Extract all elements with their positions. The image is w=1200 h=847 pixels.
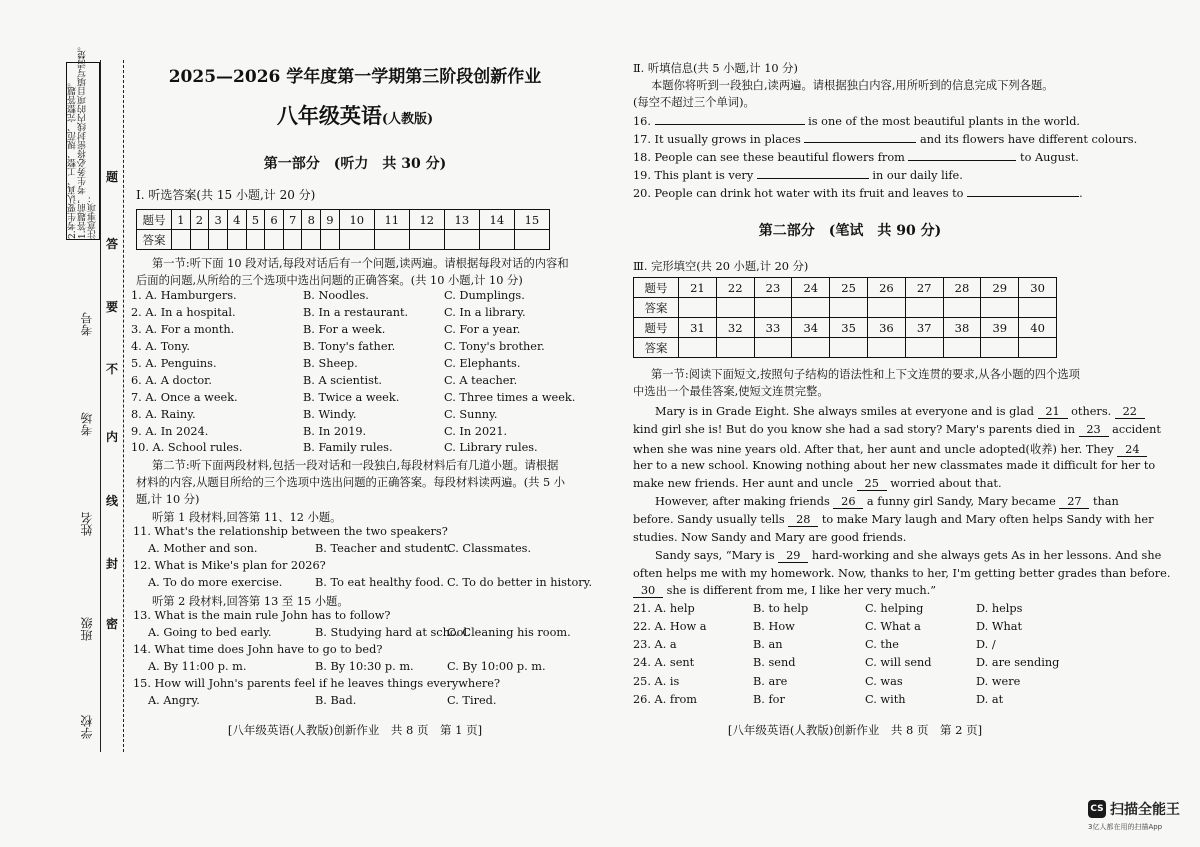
table-cell: 6 <box>265 210 284 230</box>
option-b[interactable]: B. Tony's father. <box>303 340 396 353</box>
notice-line: 2.考生要认真、工整、规范、完整答题。 <box>68 77 78 239</box>
table-row <box>634 278 1057 298</box>
question-13: 13. What is the main rule John has to follow? <box>133 609 391 622</box>
question-12: 12. What is Mike's plan for 2026? <box>133 559 326 572</box>
passage-text: a funny girl Sandy, Mary became <box>863 495 1060 508</box>
answer-cell[interactable] <box>716 298 754 318</box>
answer-cell[interactable] <box>867 338 905 358</box>
passage-text: before. Sandy usually tells <box>633 513 789 526</box>
answer-cell[interactable] <box>479 230 514 250</box>
table-cell: 35 <box>830 318 868 338</box>
seal-line <box>123 60 124 752</box>
table-cell: 7 <box>283 210 302 230</box>
answer-cell[interactable] <box>792 298 830 318</box>
answer-cell[interactable] <box>830 298 868 318</box>
answer-cell[interactable] <box>1019 338 1057 358</box>
answer-cell[interactable] <box>209 230 228 250</box>
table-cell: 21 <box>679 278 717 298</box>
table-cell: 15 <box>514 210 549 230</box>
option-a[interactable]: 1. A. Hamburgers. <box>131 289 237 302</box>
fill-20 <box>633 187 1083 200</box>
section1-heading: Ⅰ. 听选答案(共 15 小题,计 20 分) <box>136 188 316 202</box>
table-label: 答案 <box>634 298 679 318</box>
question-11: 11. What's the relationship between the two speakers? <box>133 525 448 538</box>
cloze-blank[interactable]: 25 <box>857 477 887 491</box>
passage-text: her to a new school. Knowing nothing about her new classmates made it difficult for her to <box>633 459 1156 472</box>
section2-instruction <box>633 77 1054 111</box>
section3-heading: Ⅲ. 完形填空(共 20 小题,计 20 分) <box>633 260 809 273</box>
table-cell: 40 <box>1019 318 1057 338</box>
fill-17 <box>633 133 1137 146</box>
option-c[interactable]: C. was <box>865 675 903 688</box>
option-a[interactable]: 23. A. a <box>633 638 677 651</box>
subject-title <box>130 100 580 130</box>
passage-text: to make Mary laugh and Mary often helps Sandy with her <box>818 513 1154 526</box>
table-label: 题号 <box>634 318 679 338</box>
table-cell: 36 <box>867 318 905 338</box>
option-d[interactable]: D. What <box>976 620 1022 633</box>
passage-line <box>633 477 1002 491</box>
option-a[interactable]: 25. A. is <box>633 675 680 688</box>
option-c[interactable]: C. helping <box>865 602 924 615</box>
answer-cell[interactable] <box>444 230 479 250</box>
table-cell: 3 <box>209 210 228 230</box>
field-exam-number: 考号 <box>80 312 94 336</box>
passage-text: kind girl she is! But do you know she had a sad story? Mary's parents died in <box>633 423 1079 436</box>
cloze-blank[interactable]: 29 <box>778 549 808 563</box>
option-a[interactable]: 3. A. For a month. <box>131 323 235 336</box>
option-b[interactable]: B. Windy. <box>303 408 357 421</box>
answer-cell[interactable] <box>190 230 209 250</box>
table-cell: 2 <box>190 210 209 230</box>
passage-text: studies. Now Sandy and Mary are good friends. <box>633 531 907 544</box>
part2-heading: 第二部分 (笔试 共 90 分) <box>758 223 942 239</box>
option-c[interactable]: C. In a library. <box>444 306 526 319</box>
section2-heading: Ⅱ. 听填信息(共 5 小题,计 10 分) <box>633 62 798 75</box>
passage-text: worried about that. <box>886 477 1002 490</box>
option-b[interactable]: B. By 10:30 p. m. <box>315 660 414 673</box>
option-b[interactable]: B. How <box>753 620 795 633</box>
answer-cell[interactable] <box>679 298 717 318</box>
field-school: 学校 <box>80 715 94 739</box>
option-c[interactable]: C. Classmates. <box>447 542 532 555</box>
instruction-2 <box>136 457 565 508</box>
table-cell: 5 <box>246 210 265 230</box>
option-a[interactable]: A. To do more exercise. <box>148 576 283 589</box>
instruction-line: 第二节:听下面两段材料,包括一段对话和一段独白,每段材料后有几道小题。请根据 <box>152 459 559 472</box>
option-b[interactable]: B. Noodles. <box>303 289 369 302</box>
answer-cell[interactable] <box>905 298 943 318</box>
cloze-blank[interactable]: 30 <box>633 584 663 598</box>
option-c[interactable]: C. Tony's brother. <box>444 340 545 353</box>
option-a[interactable]: 21. A. help <box>633 602 695 615</box>
option-b[interactable]: B. to help <box>753 602 809 615</box>
passage-text: often helps me with my homework. Now, thanks to her, I'm getting better grades than before. <box>633 567 1171 580</box>
passage-line <box>633 423 1161 437</box>
option-b[interactable]: B. A scientist. <box>303 374 383 387</box>
option-a[interactable]: 7. A. Once a week. <box>131 391 238 404</box>
option-b[interactable]: B. For a week. <box>303 323 386 336</box>
fill-prefix: 19. This plant is very <box>633 169 754 182</box>
option-b[interactable]: B. To eat healthy food. <box>315 576 444 589</box>
table-cell: 26 <box>867 278 905 298</box>
seal-char: 密 <box>106 617 119 631</box>
fill-blank[interactable] <box>655 124 805 125</box>
option-c[interactable]: C. with <box>865 693 906 706</box>
passage-text: Sandy says, “Mary is <box>655 549 779 562</box>
passage-text: hard-working and she always gets As in her lessons. And she <box>808 549 1162 562</box>
answer-cell[interactable] <box>943 338 981 358</box>
instruction-line: 中选出一个最佳答案,使短文连贯完整。 <box>633 385 829 398</box>
passage-line <box>633 441 1147 457</box>
option-a[interactable]: 8. A. Rainy. <box>131 408 196 421</box>
option-b[interactable]: B. Teacher and student. <box>315 542 452 555</box>
table-label: 答案 <box>137 230 172 250</box>
part1-heading: 第一部分 (听力 共 30 分) <box>263 156 447 172</box>
cloze-blank[interactable]: 28 <box>788 513 818 527</box>
answer-table-21-40 <box>633 277 1057 358</box>
table-cell: 29 <box>981 278 1019 298</box>
option-c[interactable]: C. Tired. <box>447 694 497 707</box>
notice-line: 1.答题前，考生务必将密封线内的项目填写清楚。 <box>78 41 88 239</box>
table-cell: 11 <box>374 210 409 230</box>
option-c[interactable]: C. A teacher. <box>444 374 518 387</box>
option-a[interactable]: 2. A. In a hospital. <box>131 306 236 319</box>
answer-cell[interactable] <box>754 338 792 358</box>
notice-box <box>66 41 100 240</box>
fill-suffix: to August. <box>1020 151 1079 164</box>
table-row <box>634 318 1057 338</box>
instruction-line: 材料的内容,从题目所给的三个选项中选出问题的正确答案。每段材料读两遍。(共 5 小 <box>136 476 566 489</box>
option-c[interactable]: C. For a year. <box>444 323 521 336</box>
passage-line <box>655 405 1145 419</box>
page1-footer: [八年级英语(人教版)创新作业 共 8 页 第 1 页] <box>227 723 483 737</box>
option-c[interactable]: C. By 10:00 p. m. <box>447 660 546 673</box>
table-cell: 34 <box>792 318 830 338</box>
option-a[interactable]: 6. A. A doctor. <box>131 374 212 387</box>
table-row <box>137 210 550 230</box>
option-a[interactable]: 5. A. Penguins. <box>131 357 217 370</box>
fill-prefix: 16. <box>633 115 651 128</box>
passage-text: make new friends. Her aunt and uncle <box>633 477 857 490</box>
table-cell: 4 <box>227 210 246 230</box>
seal-char: 题 <box>106 170 119 184</box>
fill-suffix: is one of the most beautiful plants in the world. <box>808 115 1081 128</box>
table-cell: 8 <box>302 210 321 230</box>
table-cell: 31 <box>679 318 717 338</box>
page2-footer: [八年级英语(人教版)创新作业 共 8 页 第 2 页] <box>727 723 983 737</box>
section3-instruction <box>633 366 1080 400</box>
table-cell: 33 <box>754 318 792 338</box>
cloze-blank[interactable]: 26 <box>833 495 863 509</box>
fill-blank[interactable] <box>804 142 916 143</box>
answer-cell[interactable] <box>172 230 191 250</box>
option-b[interactable]: B. Sheep. <box>303 357 358 370</box>
fill-prefix: 20. People can drink hot water with its fruit and leaves to <box>633 187 964 200</box>
option-b[interactable]: B. send <box>753 656 796 669</box>
answer-cell[interactable] <box>302 230 321 250</box>
fill-suffix: . <box>1079 187 1083 200</box>
cloze-blank[interactable]: 21 <box>1038 405 1068 419</box>
option-b[interactable]: B. Twice a week. <box>303 391 400 404</box>
option-c[interactable]: C. To do better in history. <box>447 576 593 589</box>
seal-char: 封 <box>106 557 119 571</box>
answer-cell[interactable] <box>943 298 981 318</box>
fill-16 <box>633 115 1080 128</box>
option-b[interactable]: B. Family rules. <box>303 441 393 454</box>
option-b[interactable]: B. Bad. <box>315 694 357 707</box>
fill-blank[interactable] <box>908 160 1016 161</box>
table-cell: 39 <box>981 318 1019 338</box>
option-b[interactable]: B. for <box>753 693 785 706</box>
table-cell: 1 <box>172 210 191 230</box>
question-14: 14. What time does John have to go to bed? <box>133 643 383 656</box>
answer-cell[interactable] <box>905 338 943 358</box>
answer-cell[interactable] <box>265 230 284 250</box>
option-a[interactable]: 26. A. from <box>633 693 697 706</box>
option-c[interactable]: C. In 2021. <box>444 425 508 438</box>
option-b[interactable]: B. an <box>753 638 783 651</box>
answer-cell[interactable] <box>409 230 444 250</box>
instruction-line: 本题你将听到一段独白,读两遍。请根据独白内容,用所听到的信息完成下列各题。 <box>651 79 1054 92</box>
passage-text: Mary is in Grade Eight. She always smiles at everyone and is glad <box>655 405 1038 418</box>
fill-blank[interactable] <box>757 178 869 179</box>
instruction-line: 第一节:听下面 10 段对话,每段对话后有一个问题,读两遍。请根据每段对话的内容和 <box>152 257 569 270</box>
option-d[interactable]: D. / <box>976 638 996 651</box>
option-a[interactable]: 22. A. How a <box>633 620 707 633</box>
seal-char: 线 <box>106 494 119 508</box>
answer-cell[interactable] <box>321 230 340 250</box>
seal-char: 不 <box>106 362 119 376</box>
subject-edition: (人教版) <box>381 112 434 127</box>
watermark-brand: 扫描全能王 <box>1110 802 1180 818</box>
instruction-1 <box>136 255 569 289</box>
option-a[interactable]: 9. A. In 2024. <box>131 425 209 438</box>
fill-line <box>100 60 101 752</box>
table-cell: 32 <box>716 318 754 338</box>
passage-line <box>633 584 936 598</box>
option-d[interactable]: D. are sending <box>976 656 1060 669</box>
answer-cell[interactable] <box>1019 298 1057 318</box>
table-cell: 30 <box>1019 278 1057 298</box>
option-c[interactable]: C. Dumplings. <box>444 289 525 302</box>
material-1-note: 听第 1 段材料,回答第 11、12 小题。 <box>152 511 342 524</box>
answer-cell[interactable] <box>283 230 302 250</box>
answer-cell[interactable] <box>792 338 830 358</box>
field-class: 班级 <box>80 617 94 641</box>
option-c[interactable]: C. Elephants. <box>444 357 521 370</box>
option-c[interactable]: C. the <box>865 638 899 651</box>
cloze-blank[interactable]: 23 <box>1079 423 1109 437</box>
fill-prefix: 18. People can see these beautiful flowers from <box>633 151 905 164</box>
table-cell: 38 <box>943 318 981 338</box>
table-cell: 23 <box>754 278 792 298</box>
passage-text: than <box>1089 495 1119 508</box>
passage-line <box>633 531 906 544</box>
table-row <box>634 298 1057 318</box>
answer-cell[interactable] <box>227 230 246 250</box>
answer-cell[interactable] <box>830 338 868 358</box>
table-cell: 13 <box>444 210 479 230</box>
notice-line: 注意事项： <box>88 194 98 239</box>
field-name: 姓名 <box>80 512 94 536</box>
table-cell: 28 <box>943 278 981 298</box>
answer-table-1-15 <box>136 209 550 250</box>
subject-name: 八年级英语 <box>276 103 382 128</box>
fill-blank[interactable] <box>967 196 1079 197</box>
passage-text: others. <box>1067 405 1115 418</box>
option-b[interactable]: B. In 2019. <box>303 425 367 438</box>
table-cell: 14 <box>479 210 514 230</box>
material-2-note: 听第 2 段材料,回答第 13 至 15 小题。 <box>152 595 349 608</box>
passage-line <box>655 495 1119 509</box>
passage-text: However, after making friends <box>655 495 834 508</box>
table-cell: 12 <box>409 210 444 230</box>
option-b[interactable]: B. Studying hard at school. <box>315 626 471 639</box>
seal-char: 要 <box>106 300 119 314</box>
option-d[interactable]: D. were <box>976 675 1021 688</box>
option-a[interactable]: A. Going to bed early. <box>148 626 272 639</box>
instruction-line: 第一节:阅读下面短文,按照句子结构的语法性和上下文连贯的要求,从各小题的四个选项 <box>651 368 1080 381</box>
answer-cell[interactable] <box>246 230 265 250</box>
answer-cell[interactable] <box>374 230 409 250</box>
instruction-line: 后面的问题,从所给的三个选项中选出问题的正确答案。(共 10 小题,计 10 分) <box>136 274 523 287</box>
passage-line <box>633 513 1154 527</box>
option-c[interactable]: C. Cleaning his room. <box>447 626 571 639</box>
option-c[interactable]: C. Three times a week. <box>444 391 576 404</box>
option-c[interactable]: C. will send <box>865 656 932 669</box>
instruction-line: 题,计 10 分) <box>136 493 200 506</box>
table-cell: 10 <box>339 210 374 230</box>
answer-cell[interactable] <box>716 338 754 358</box>
passage-text: when she was nine years old. After that, her aunt and uncle adopted(收养) her. They <box>633 443 1118 456</box>
answer-cell[interactable] <box>981 298 1019 318</box>
table-cell: 25 <box>830 278 868 298</box>
option-a[interactable]: 4. A. Tony. <box>131 340 190 353</box>
option-a[interactable]: A. By 11:00 p. m. <box>148 660 247 673</box>
answer-cell[interactable] <box>339 230 374 250</box>
cloze-blank[interactable]: 27 <box>1059 495 1089 509</box>
table-cell: 24 <box>792 278 830 298</box>
fill-19 <box>633 169 963 182</box>
seal-char: 内 <box>106 430 119 444</box>
option-b[interactable]: B. are <box>753 675 788 688</box>
option-a[interactable]: A. Mother and son. <box>148 542 258 555</box>
option-d[interactable]: D. at <box>976 693 1004 706</box>
option-b[interactable]: B. In a restaurant. <box>303 306 409 319</box>
page-title: 2025—2026 学年度第一学期第三阶段创新作业 <box>168 67 542 87</box>
answer-cell[interactable] <box>754 298 792 318</box>
table-row <box>137 230 550 250</box>
fill-suffix: in our daily life. <box>872 169 963 182</box>
cloze-blank[interactable]: 24 <box>1117 443 1147 457</box>
cloze-blank[interactable]: 22 <box>1115 405 1145 419</box>
instruction-line: (每空不超过三个单词)。 <box>633 96 755 109</box>
answer-cell[interactable] <box>679 338 717 358</box>
option-a[interactable]: 24. A. sent <box>633 656 695 669</box>
table-cell: 27 <box>905 278 943 298</box>
answer-cell[interactable] <box>981 338 1019 358</box>
option-d[interactable]: D. helps <box>976 602 1023 615</box>
table-cell: 22 <box>716 278 754 298</box>
option-c[interactable]: C. What a <box>865 620 921 633</box>
table-label: 答案 <box>634 338 679 358</box>
option-c[interactable]: C. Library rules. <box>444 441 538 454</box>
table-cell: 37 <box>905 318 943 338</box>
passage-line <box>655 549 1161 563</box>
answer-cell[interactable] <box>514 230 549 250</box>
option-a[interactable]: A. Angry. <box>148 694 200 707</box>
passage-text: she is different from me, I like her very much.” <box>663 584 937 597</box>
question-15: 15. How will John's parents feel if he leaves things everywhere? <box>133 677 501 690</box>
passage-line <box>633 459 1155 472</box>
table-row <box>634 338 1057 358</box>
table-label: 题号 <box>634 278 679 298</box>
option-c[interactable]: C. Sunny. <box>444 408 498 421</box>
passage-text: accident <box>1108 423 1161 436</box>
fill-18 <box>633 151 1079 164</box>
fill-prefix: 17. It usually grows in places <box>633 133 801 146</box>
seal-char: 答 <box>106 237 119 251</box>
option-a[interactable]: 10. A. School rules. <box>131 441 243 454</box>
camscanner-logo-icon: CS <box>1088 800 1106 818</box>
watermark-tagline: 3亿人都在用的扫描App <box>1088 823 1163 831</box>
fill-suffix: and its flowers have different colours. <box>919 133 1138 146</box>
table-cell: 9 <box>321 210 340 230</box>
table-label: 题号 <box>137 210 172 230</box>
passage-line <box>633 567 1170 580</box>
field-exam-room: 考场 <box>80 412 94 436</box>
answer-cell[interactable] <box>867 298 905 318</box>
